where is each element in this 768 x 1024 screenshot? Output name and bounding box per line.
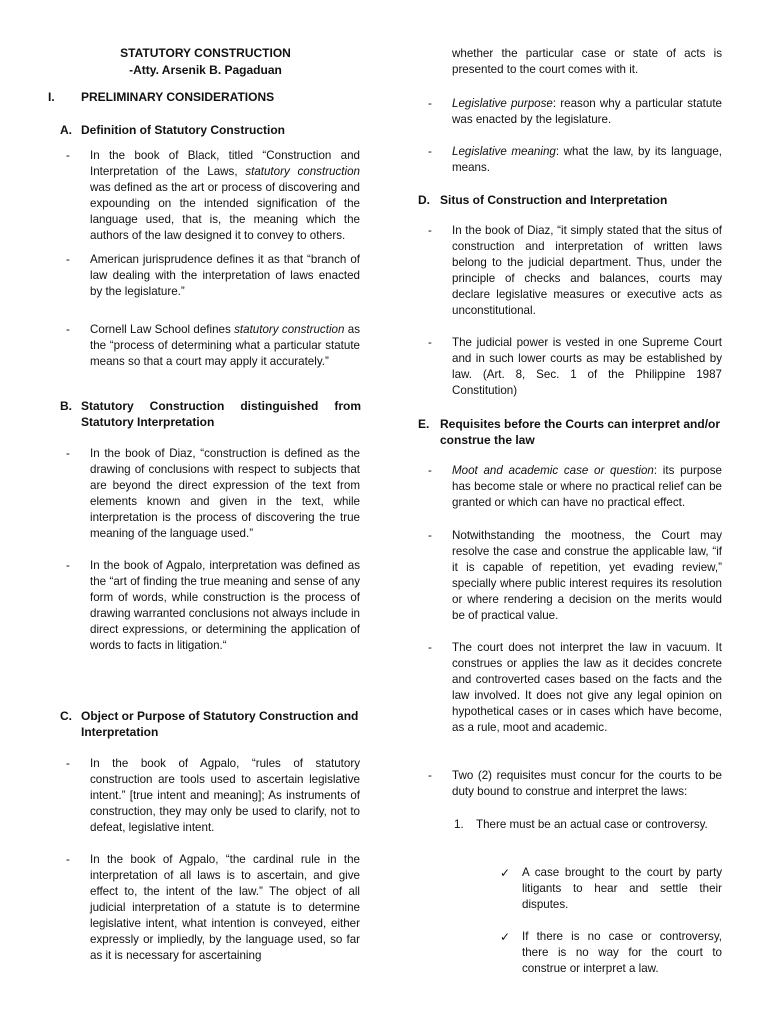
dash-bullet: - (428, 145, 432, 158)
section-title: PRELIMINARY CONSIDERATIONS (81, 90, 275, 104)
dash-bullet: - (66, 559, 70, 572)
heading-b-title: Statutory Construction distinguished from Statutory Interpretation (81, 399, 361, 429)
checkmark-icon: ✓ (500, 866, 511, 880)
bullet-a1-em: statutory construction (245, 165, 360, 178)
bullet-e3-text: The court does not interpret the law in vacuum. It construes or applies the law as it decides concrete and controverted cases based on the facts and the law involved. It does not give any legal opinion on hypothetical cases or in cases which have become, as a rule, moot and academic. (452, 641, 722, 734)
heading-e-label: E. (418, 417, 430, 431)
bullet-b1-text: In the book of Diaz, “construction is defined as the drawing of conclusions with respect to subjects that are beyond the direct expression of the text from elements known and given in the text, while interpretation is the process of discovering the true meaning of the language used.” (90, 447, 360, 540)
legislative-meaning-term: Legislative meaning (452, 145, 556, 158)
bullet-d2-text: The judicial power is vested in one Supreme Court and in such lower courts as may be established by law. (Art. 8, Sec. 1 of the Philippine 1987 Constitution) (452, 336, 722, 397)
dash-bullet: - (66, 757, 70, 770)
bullet-c1-text: In the book of Agpalo, “rules of statutory construction are tools used to ascertain legislative intent.” [true intent and meaning]; As instruments of construction, they may only be used to clarify, not to defeat, legislative intent. (90, 757, 360, 834)
heading-d-title: Situs of Construction and Interpretation (440, 193, 668, 207)
heading-c-label: C. (60, 709, 72, 723)
dash-bullet: - (66, 149, 70, 162)
check-item-1-text: A case brought to the court by party litigants to hear and settle their disputes. (522, 866, 722, 911)
bullet-d1-text: In the book of Diaz, “it simply stated that the situs of construction and interpretation of written laws belong to the judicial department. Thus, under the principle of checks and balances, courts may declare legislative measures or executive acts as unconstitutional. (452, 224, 722, 317)
bullet-a3-post: as the “process of determining what a particular statute means so that a court may apply it accurately.” (90, 323, 360, 368)
numbered-item-1-text: There must be an actual case or controversy. (476, 818, 708, 831)
bullet-a3-em: statutory construction (234, 323, 345, 336)
document-author: -Atty. Arsenik B. Pagaduan (129, 63, 282, 77)
bullet-c2-text: In the book of Agpalo, “the cardinal rule in the interpretation of all laws is to ascertain, and give effect to, the intent of the law.” The object of all judicial interpretation of a statute is to determine legislative intent, what intention is conveyed, either expressly or impliedly, by the language used, so far as it is necessary for ascertaining (90, 853, 360, 962)
bullet-a1-pre: In the book of Black, titled “Construction and Interpretation of the Laws, (90, 149, 360, 178)
legislative-purpose-term: Legislative purpose (452, 97, 553, 110)
dash-bullet: - (428, 769, 432, 782)
document-title: STATUTORY CONSTRUCTION (120, 46, 291, 60)
heading-a-title: Definition of Statutory Construction (81, 123, 285, 137)
dash-bullet: - (428, 224, 432, 237)
legislative-meaning-text: : what the law, by its language, means. (452, 145, 722, 174)
bullet-a3-pre: Cornell Law School defines (90, 323, 235, 336)
dash-bullet: - (428, 641, 432, 654)
bullet-a2-text: American jurisprudence defines it as that “branch of law dealing with the interpretation of laws enacted by the legislature.” (90, 253, 360, 298)
dash-bullet: - (428, 529, 432, 542)
continuation-text: whether the particular case or state of acts is presented to the court comes with it. (452, 47, 722, 76)
heading-b-label: B. (60, 399, 72, 413)
heading-a-label: A. (60, 123, 72, 137)
checkmark-icon: ✓ (500, 930, 511, 944)
moot-text: : its purpose has become stale or where no practical relief can be granted or which can have no practical effect. (452, 464, 722, 509)
dash-bullet: - (428, 97, 432, 110)
numbered-item-1-label: 1. (454, 818, 464, 831)
bullet-b2-text: In the book of Agpalo, interpretation was defined as the “art of finding the true meaning and sense of any form of words, while construction is the process of drawing warranted conclusions not always include in direct expressions, or determining the application of words to facts in litigation.“ (90, 559, 360, 652)
dash-bullet: - (66, 853, 70, 866)
bullet-e2-text: Notwithstanding the mootness, the Court may resolve the case and construe the applicable law, “if it is capable of repetition, yet evading review,” specially where public interest requires its resolution or where rendering a decision on the merits would be of practical value. (452, 529, 722, 622)
dash-bullet: - (66, 447, 70, 460)
dash-bullet: - (428, 336, 432, 349)
heading-c-title: Object or Purpose of Statutory Construction and Interpretation (81, 709, 359, 739)
legislative-purpose-text: : reason why a particular statute was enacted by the legislature. (452, 97, 723, 126)
dash-bullet: - (66, 253, 70, 266)
bullet-e4-text: Two (2) requisites must concur for the courts to be duty bound to construe and interpret the laws: (452, 769, 722, 798)
moot-term: Moot and academic case or question (452, 464, 654, 477)
heading-e-title: Requisites before the Courts can interpret and/or construe the law (440, 417, 721, 447)
dash-bullet: - (66, 323, 70, 336)
heading-d-label: D. (418, 193, 430, 207)
section-number: I. (48, 90, 55, 104)
dash-bullet: - (428, 464, 432, 477)
check-item-2-text: If there is no case or controversy, there is no way for the court to construe or interpret a law. (522, 930, 722, 975)
bullet-a1-post: was defined as the art or process of discovering and expounding on the intended signification of the language used, that is, the meaning which the authors of the law designed it to convey to others. (90, 181, 360, 242)
